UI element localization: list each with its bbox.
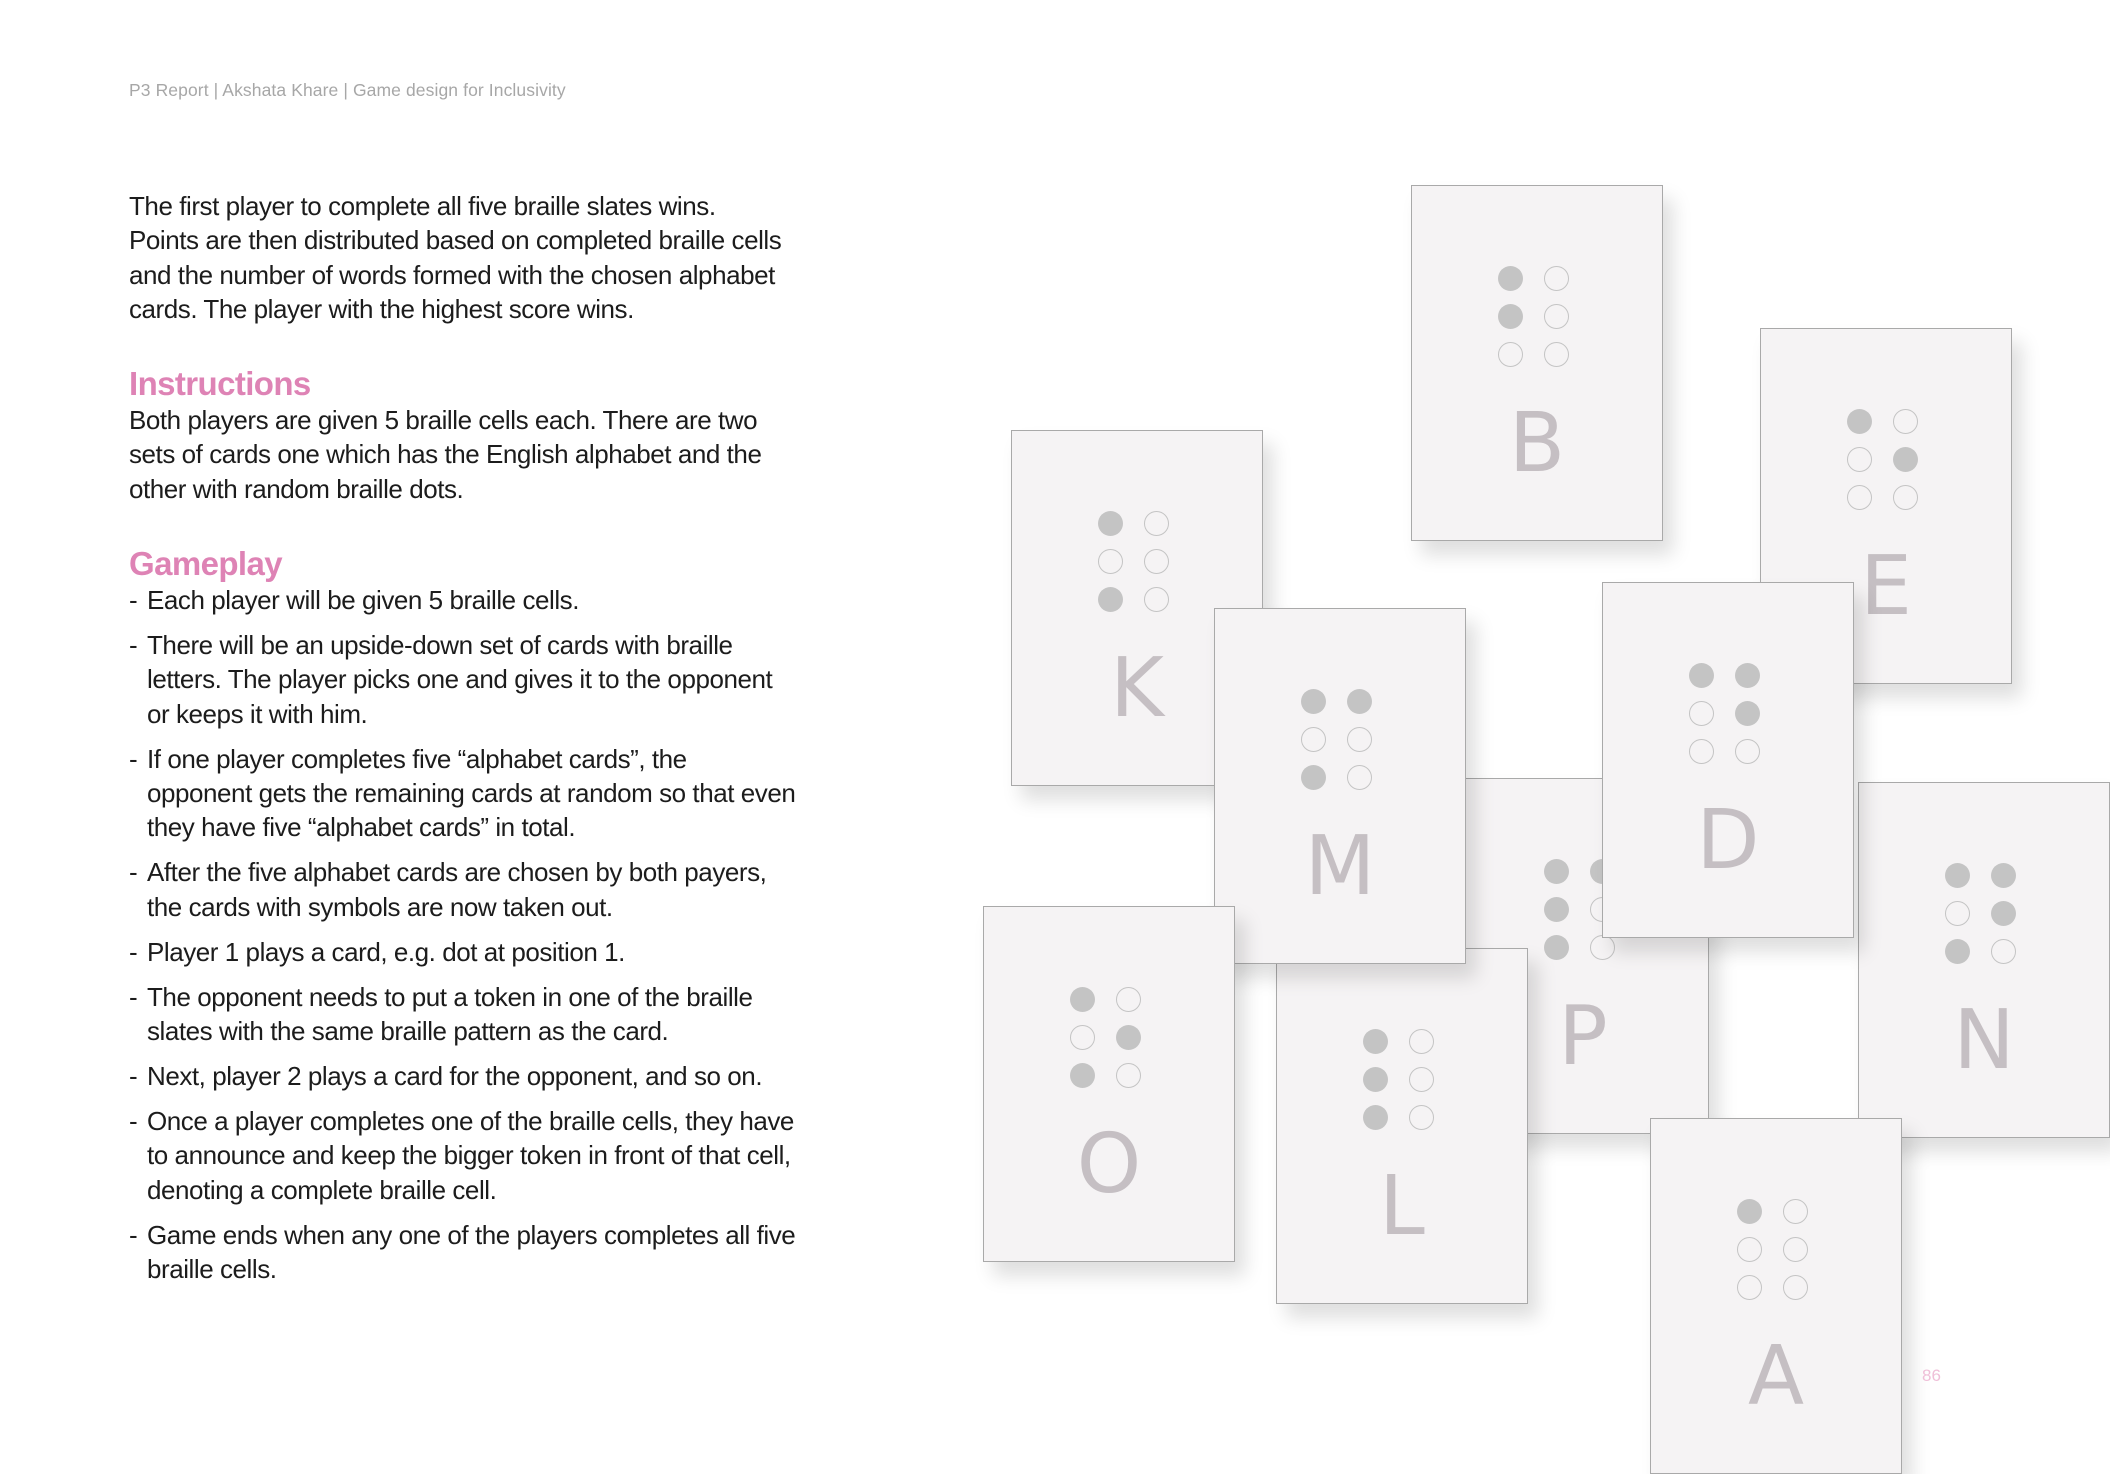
card-letter: M: [1304, 819, 1376, 914]
card-letter: K: [1110, 641, 1164, 736]
braille-dot-empty: [1893, 485, 1918, 510]
braille-dot-empty: [1689, 701, 1714, 726]
braille-dot-empty: [1783, 1237, 1808, 1262]
braille-dot-empty: [1689, 739, 1714, 764]
braille-cell: [1945, 863, 2017, 965]
braille-dot-empty: [1098, 549, 1123, 574]
intro-line: cards. The player with the highest score wins.: [129, 294, 634, 325]
braille-dot-empty: [1409, 1067, 1434, 1092]
intro-line: and the number of words formed with the chosen alphabet: [129, 259, 775, 290]
braille-dot-empty: [1783, 1275, 1808, 1300]
braille-dot-filled: [1098, 587, 1123, 612]
instructions-heading: Instructions: [129, 365, 311, 402]
braille-dot-filled: [1363, 1067, 1388, 1092]
braille-dot-empty: [1544, 342, 1569, 367]
gameplay-item-line: There will be an upside-down set of cards with braille: [147, 629, 733, 660]
card-letter: L: [1379, 1159, 1425, 1254]
braille-dot-filled: [1689, 663, 1714, 688]
braille-cell: [1847, 409, 1919, 511]
bullet-dash: -: [129, 1219, 138, 1250]
bullet-dash: -: [129, 936, 138, 967]
braille-dot-empty: [1991, 939, 2016, 964]
bullet-dash: -: [129, 743, 138, 774]
braille-cell: [1363, 1029, 1435, 1131]
braille-dot-empty: [1590, 935, 1615, 960]
card-letter: O: [1076, 1117, 1142, 1212]
braille-dot-empty: [1783, 1199, 1808, 1224]
braille-dot-filled: [1070, 987, 1095, 1012]
braille-dot-empty: [1737, 1237, 1762, 1262]
gameplay-item-line: After the five alphabet cards are chosen by both payers,: [147, 857, 767, 888]
braille-dot-empty: [1847, 485, 1872, 510]
gameplay-item-line: Player 1 plays a card, e.g. dot at position 1.: [147, 936, 625, 967]
gameplay-item-line: Next, player 2 plays a card for the opponent, and so on.: [147, 1060, 763, 1091]
gameplay-item-line: letters. The player picks one and gives it to the opponent: [147, 664, 773, 695]
running-head: P3 Report | Akshata Khare | Game design for Inclusivity: [129, 80, 566, 100]
braille-cell: [1498, 266, 1570, 368]
braille-dot-filled: [1991, 863, 2016, 888]
braille-cell: [1098, 511, 1170, 613]
gameplay-item-line: The opponent needs to put a token in one of the braille: [147, 981, 753, 1012]
alphabet-card-b: [1411, 185, 1663, 541]
braille-dot-filled: [1945, 863, 1970, 888]
bullet-dash: -: [129, 857, 138, 888]
braille-dot-empty: [1893, 409, 1918, 434]
braille-dot-filled: [1544, 897, 1569, 922]
gameplay-item-line: they have five “alphabet cards” in total.: [147, 812, 576, 843]
alphabet-card-d: [1602, 582, 1854, 938]
gameplay-heading: Gameplay: [129, 545, 282, 582]
gameplay-item-line: slates with the same braille pattern as the card.: [147, 1015, 669, 1046]
braille-dot-filled: [1347, 689, 1372, 714]
instructions-line: other with random braille dots.: [129, 473, 464, 504]
braille-dot-empty: [1347, 765, 1372, 790]
gameplay-item-line: denoting a complete braille cell.: [147, 1174, 497, 1205]
braille-cell: [1689, 663, 1761, 765]
braille-dot-filled: [1498, 304, 1523, 329]
braille-dot-filled: [1116, 1025, 1141, 1050]
braille-dot-empty: [1070, 1025, 1095, 1050]
instructions-line: Both players are given 5 braille cells each. There are two: [129, 405, 758, 435]
bullet-dash: -: [129, 1105, 138, 1136]
braille-dot-empty: [1347, 727, 1372, 752]
braille-dot-empty: [1409, 1029, 1434, 1054]
intro-line: Points are then distributed based on completed braille cells: [129, 225, 782, 256]
braille-dot-empty: [1735, 739, 1760, 764]
gameplay-item-line: Each player will be given 5 braille cells.: [147, 585, 579, 615]
bullet-dash: -: [129, 981, 138, 1012]
braille-dot-filled: [1070, 1063, 1095, 1088]
braille-dot-filled: [1735, 663, 1760, 688]
braille-cell: [1070, 987, 1142, 1089]
gameplay-item-line: opponent gets the remaining cards at random so that even: [147, 778, 796, 809]
braille-dot-filled: [1991, 901, 2016, 926]
instructions-line: sets of cards one which has the English alphabet and the: [129, 439, 762, 470]
alphabet-card-a: [1650, 1118, 1902, 1474]
braille-dot-empty: [1116, 1063, 1141, 1088]
braille-dot-filled: [1363, 1029, 1388, 1054]
bullet-dash: -: [129, 629, 138, 660]
gameplay-item-line: Once a player completes one of the braille cells, they have: [147, 1105, 794, 1136]
braille-dot-filled: [1945, 939, 1970, 964]
braille-dot-filled: [1893, 447, 1918, 472]
braille-dot-filled: [1847, 409, 1872, 434]
braille-dot-empty: [1737, 1275, 1762, 1300]
alphabet-card-l: [1276, 948, 1528, 1304]
braille-cell: [1737, 1199, 1809, 1301]
braille-cell: [1301, 689, 1373, 791]
card-letter: P: [1558, 989, 1608, 1084]
braille-dot-filled: [1498, 266, 1523, 291]
bullet-dash: -: [129, 585, 138, 615]
page-number: 86: [1922, 1366, 1941, 1385]
braille-dot-empty: [1945, 901, 1970, 926]
braille-dot-empty: [1144, 511, 1169, 536]
braille-dot-empty: [1144, 587, 1169, 612]
intro-line: The first player to complete all five braille slates wins.: [129, 191, 716, 221]
braille-dot-empty: [1144, 549, 1169, 574]
braille-dot-empty: [1498, 342, 1523, 367]
gameplay-item-line: braille cells.: [147, 1253, 277, 1284]
braille-dot-empty: [1847, 447, 1872, 472]
gameplay-item-line: the cards with symbols are now taken out.: [147, 891, 613, 922]
gameplay-item-line: Game ends when any one of the players completes all five: [147, 1219, 796, 1250]
braille-dot-filled: [1735, 701, 1760, 726]
alphabet-card-n: [1858, 782, 2110, 1138]
gameplay-item-line: or keeps it with him.: [147, 698, 368, 729]
braille-dot-filled: [1363, 1105, 1388, 1130]
card-letter: B: [1508, 396, 1566, 491]
gameplay-item-line: to announce and keep the bigger token in front of that cell,: [147, 1140, 791, 1171]
braille-dot-empty: [1301, 727, 1326, 752]
alphabet-card-o: [983, 906, 1235, 1262]
card-letter: D: [1696, 793, 1760, 888]
card-letter: N: [1953, 993, 2015, 1088]
braille-dot-filled: [1098, 511, 1123, 536]
card-letter: A: [1747, 1329, 1805, 1424]
braille-dot-filled: [1544, 935, 1569, 960]
braille-dot-filled: [1737, 1199, 1762, 1224]
braille-dot-filled: [1544, 859, 1569, 884]
braille-dot-empty: [1116, 987, 1141, 1012]
braille-dot-empty: [1544, 266, 1569, 291]
braille-dot-filled: [1301, 689, 1326, 714]
alphabet-card-m: [1214, 608, 1466, 964]
bullet-dash: -: [129, 1060, 138, 1091]
braille-dot-empty: [1409, 1105, 1434, 1130]
braille-dot-empty: [1544, 304, 1569, 329]
gameplay-item-line: If one player completes five “alphabet cards”, the: [147, 743, 687, 774]
braille-dot-filled: [1301, 765, 1326, 790]
card-letter: E: [1860, 539, 1912, 634]
